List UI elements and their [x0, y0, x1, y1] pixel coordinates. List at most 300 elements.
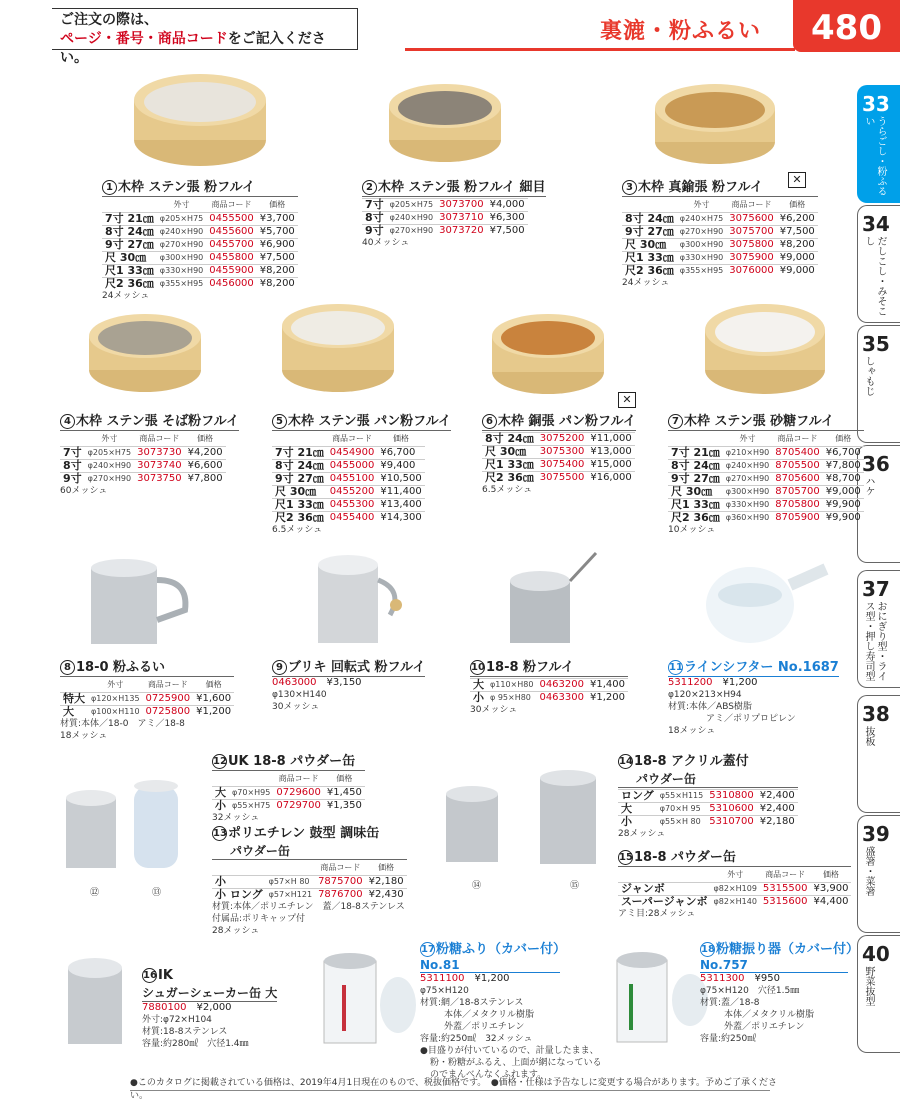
product-18-material-1: 材質:蓋／18-8 [700, 998, 760, 1008]
product-16-info [142, 1002, 277, 1014]
product-16-capacity: 容量:約280㎖ 穴径1.4㎜ [142, 1039, 249, 1049]
dimensions: φ270×H90 [677, 226, 726, 239]
tab-section-38[interactable] [857, 695, 900, 813]
size-label: 小 [618, 816, 657, 829]
product-13-accessory: 付属品:ポリキャップ付 [212, 914, 306, 924]
dimensions: φ330×H90 [723, 499, 772, 512]
product-6-note: 6.5メッシュ [482, 485, 533, 495]
product-14-number: 14 [619, 756, 633, 767]
price: ¥10,500 [377, 473, 424, 486]
product-code: 0454900 [327, 447, 378, 460]
product-9-title [272, 656, 425, 677]
tab-section-37[interactable] [857, 570, 900, 688]
dimensions: φ270×H90 [387, 225, 436, 238]
price: ¥1,200 [587, 692, 628, 705]
price: ¥7,800 [185, 473, 226, 486]
product-code: 3075700 [726, 226, 777, 239]
dimensions: φ120×H135 [88, 693, 143, 706]
product-17 [420, 938, 602, 1081]
image-label-15: ⑮ [570, 881, 580, 891]
sieve-image-5 [278, 300, 398, 400]
col-outer: 外寸 [107, 680, 124, 689]
size-label: 9寸 27㎝ [102, 239, 157, 252]
tab-number: 40 [862, 942, 890, 966]
product-11-title [668, 656, 839, 677]
product-4-title-text: 木枠 ステン張 そば粉フルイ [76, 414, 239, 429]
product-4-title [60, 410, 239, 431]
product-4 [60, 410, 239, 497]
table-row [668, 512, 864, 525]
footer-note-left: ●このカタログに掲載されている価格は、2019年4月1日現在のもので、税抜価格です。 [130, 1078, 482, 1088]
size-label: 小 [212, 876, 266, 889]
size-label: ジャンボ [618, 883, 710, 896]
tab-number: 36 [862, 452, 890, 476]
product-code: 0455800 [206, 252, 257, 265]
sieve-image-7 [700, 300, 830, 400]
product-1 [102, 176, 298, 302]
product-18-title [700, 938, 859, 958]
dimensions: φ355×H95 [677, 265, 726, 278]
price: ¥5,700 [257, 226, 298, 239]
size-label: 尺 30㎝ [622, 239, 677, 252]
product-12-table [212, 772, 365, 812]
table-row [60, 473, 226, 486]
product-code: 0455400 [327, 512, 378, 525]
dimensions: φ300×H90 [723, 486, 772, 499]
product-17-title-text: 粉糖ふり（カバー付） [436, 942, 567, 957]
product-8-title [60, 656, 234, 677]
price: ¥6,300 [487, 212, 528, 225]
product-6 [482, 410, 636, 496]
table-row [272, 512, 425, 525]
image-label-13: ⑬ [152, 888, 162, 898]
price: ¥1,400 [587, 679, 628, 692]
product-6-table [482, 432, 635, 484]
tab-label: 抜板 [863, 726, 874, 746]
size-label: 8寸 24㎝ [622, 213, 677, 226]
product-10-title-text: 18-8 粉フルイ [486, 660, 574, 675]
price: ¥9,900 [823, 499, 864, 512]
col-price: 価格 [336, 774, 353, 783]
size-label: 8寸 24㎝ [102, 226, 157, 239]
table-row [272, 499, 425, 512]
dimensions: φ110×H80 [487, 679, 536, 692]
price: ¥6,700 [823, 447, 864, 460]
product-code: 0729600 [273, 787, 324, 800]
product-9-info [272, 677, 425, 689]
product-9-dim: φ130×H140 [272, 690, 327, 700]
size-label: 8寸 [60, 460, 85, 473]
col-code: 商品コード [147, 680, 188, 689]
table-row [482, 459, 635, 472]
table-row [668, 486, 864, 499]
product-code: 0725900 [143, 693, 194, 706]
product-4-number: 4 [60, 414, 75, 429]
price: ¥7,500 [487, 225, 528, 238]
size-label: 9寸 27㎝ [622, 226, 677, 239]
size-label: 尺1 33㎝ [482, 459, 537, 472]
price: ¥13,400 [377, 499, 424, 512]
price: ¥2,400 [757, 790, 798, 803]
tab-label: 野菜抜型 [863, 966, 874, 1006]
product-7-note: 10メッシュ [668, 525, 716, 535]
product-18-capacity: 容量:約250㎖ [700, 1034, 757, 1044]
col-code: 商品コード [777, 434, 818, 443]
table-row [102, 252, 298, 265]
dimensions: φ300×H90 [157, 252, 206, 265]
dimensions: φ270×H90 [723, 473, 772, 486]
product-7-number: 7 [668, 414, 683, 429]
dimensions: φ205×H75 [157, 213, 206, 226]
product-17-model: No.81 [420, 958, 560, 973]
tab-section-33[interactable] [857, 85, 900, 203]
product-16-title-text: IK [158, 968, 173, 983]
product-4-table [60, 432, 226, 485]
tab-section-34[interactable] [857, 205, 900, 323]
price: ¥6,900 [257, 239, 298, 252]
size-label: 尺 30㎝ [102, 252, 157, 265]
dimensions: φ355×H95 [157, 278, 206, 291]
table-row [618, 896, 851, 909]
dimensions: φ360×H90 [723, 512, 772, 525]
product-18 [700, 938, 859, 1045]
product-8-title-text: 18-0 粉ふるい [76, 660, 166, 675]
product-11-price: ¥1,200 [722, 677, 758, 688]
table-row [482, 446, 635, 459]
table-row [362, 199, 528, 212]
product-10-table [470, 678, 628, 704]
line-sifter-image-11 [700, 555, 830, 655]
col-outer: 外寸 [727, 870, 744, 879]
product-17-title [420, 938, 602, 958]
product-10-number: 10 [471, 662, 485, 673]
size-label: 尺 30㎝ [482, 446, 537, 459]
product-code: 3075400 [537, 459, 588, 472]
product-1-note: 24メッシュ [102, 291, 150, 301]
header-rule [405, 48, 795, 51]
product-14-table [618, 789, 798, 828]
dimensions: φ70×H 95 [657, 803, 706, 816]
table-row [272, 486, 425, 499]
dimensions: φ300×H90 [677, 239, 726, 252]
col-outer: 外寸 [739, 434, 756, 443]
table-row [102, 226, 298, 239]
product-18-title-text: 粉糖振り器（カバー付） [716, 942, 860, 957]
product-13-note: 28メッシュ [212, 926, 260, 936]
product-11-number: 11 [669, 662, 683, 673]
product-17-dim: φ75×H120 [420, 986, 469, 996]
col-price: 価格 [205, 680, 222, 689]
table-row [102, 213, 298, 226]
table-row [618, 816, 798, 829]
product-11 [668, 656, 839, 737]
table-row [212, 787, 365, 800]
product-2-table [362, 198, 528, 237]
table-row [102, 278, 298, 291]
col-code: 商品コード [332, 434, 373, 443]
product-13-subtitle: パウダー缶 [212, 842, 407, 860]
col-code: 商品コード [278, 774, 319, 783]
sieve-image-2 [385, 80, 505, 170]
size-label: 7寸 [362, 199, 387, 212]
product-11-material-2: アミ／ポリプロピレン [706, 714, 796, 724]
product-code: 3075900 [726, 252, 777, 265]
col-price: 価格 [393, 434, 410, 443]
notice-rest-text: をご記入ください。 [60, 31, 326, 66]
size-label: 小 [212, 800, 229, 813]
price: ¥11,000 [587, 433, 634, 446]
product-13 [212, 822, 407, 937]
table-row [618, 803, 798, 816]
price: ¥4,400 [810, 896, 851, 909]
table-row [622, 226, 818, 239]
price: ¥11,400 [377, 486, 424, 499]
table-row [482, 433, 635, 446]
product-7-title-text: 木枠 ステン張 砂糖フルイ [684, 414, 834, 429]
size-label: 小 ロング [212, 889, 266, 902]
size-label: 大 [470, 679, 487, 692]
col-code: 商品コード [139, 434, 180, 443]
dimensions: φ240×H90 [85, 460, 134, 473]
price: ¥2,430 [366, 889, 407, 902]
product-1-number: 1 [102, 180, 117, 195]
product-11-material-1: 材質:本体／ABS樹脂 [668, 702, 752, 712]
col-price: 価格 [269, 200, 286, 209]
product-9 [272, 656, 425, 713]
product-code: 3075800 [726, 239, 777, 252]
size-label: 9寸 [60, 473, 85, 486]
sieve-image-1 [130, 70, 270, 170]
price: ¥4,200 [185, 447, 226, 460]
product-18-info [700, 973, 859, 985]
product-2-title [362, 176, 546, 197]
price: ¥15,000 [587, 459, 634, 472]
product-code: 5310600 [706, 803, 757, 816]
col-outer: 外寸 [693, 200, 710, 209]
product-11-code: 5311200 [668, 677, 713, 688]
tab-label: しゃもじ [863, 356, 874, 396]
discontinued-mark-icon: ✕ [788, 172, 806, 188]
table-row [622, 252, 818, 265]
size-label: 8寸 24㎝ [482, 433, 537, 446]
powder-shaker-image-18 [605, 940, 715, 1050]
product-code: 5315500 [760, 883, 811, 896]
dimensions: φ82×H109 [710, 883, 759, 896]
powder-cans-image-14-15 [440, 770, 610, 870]
product-code: 8705900 [772, 512, 823, 525]
product-code: 0455300 [327, 499, 378, 512]
product-5-number: 5 [272, 414, 287, 429]
footer-note-right: ●価格・仕様は予告なしに変更する場合があります。予めご了承ください。 [130, 1078, 777, 1101]
product-16-number: 16 [143, 970, 157, 981]
product-code: 3075500 [537, 472, 588, 485]
steel-strainer-image-10 [500, 545, 600, 655]
product-14-note: 28メッシュ [618, 829, 666, 839]
dimensions: φ240×H90 [387, 212, 436, 225]
product-14 [618, 750, 798, 840]
dimensions: φ55×H75 [229, 800, 273, 813]
size-label: 尺1 33㎝ [272, 499, 327, 512]
col-price: 価格 [197, 434, 214, 443]
dimensions: φ240×H90 [723, 460, 772, 473]
table-row [668, 447, 864, 460]
price: ¥9,900 [823, 512, 864, 525]
price: ¥3,900 [810, 883, 851, 896]
product-2 [362, 176, 546, 249]
product-7-title [668, 410, 864, 431]
product-18-code: 5311300 [700, 973, 745, 984]
size-label: 尺2 36㎝ [622, 265, 677, 278]
table-row [622, 239, 818, 252]
dimensions: φ70×H95 [229, 787, 273, 800]
product-9-number: 9 [272, 660, 287, 675]
product-3 [622, 176, 818, 289]
size-label: 大 [618, 803, 657, 816]
product-18-model: No.757 [700, 958, 848, 973]
product-17-material-3: 外蓋／ポリエチレン [444, 1022, 525, 1032]
product-code: 5310800 [706, 790, 757, 803]
tab-label: だしこし・みそこし [863, 236, 886, 316]
dimensions: φ55×H 80 [657, 816, 706, 829]
col-outer: 外寸 [173, 200, 190, 209]
size-label: 9寸 27㎝ [668, 473, 723, 486]
dimensions: φ57×H121 [266, 889, 315, 902]
product-17-capacity: 容量:約250㎖ 32メッシュ [420, 1034, 533, 1044]
product-8-table [60, 678, 234, 718]
price: ¥8,200 [257, 278, 298, 291]
table-row [60, 447, 226, 460]
dimensions: φ240×H90 [157, 226, 206, 239]
dimensions: φ330×H90 [157, 265, 206, 278]
tab-label: ハケ [863, 476, 874, 496]
product-code: 3073740 [134, 460, 185, 473]
product-1-title [102, 176, 298, 197]
size-label: 7寸 21㎝ [668, 447, 723, 460]
product-3-number: 3 [622, 180, 637, 195]
price: ¥6,600 [185, 460, 226, 473]
table-row [60, 706, 234, 719]
dimensions: φ270×H90 [157, 239, 206, 252]
col-price: 価格 [835, 434, 852, 443]
price: ¥1,350 [324, 800, 365, 813]
product-code: 3075200 [537, 433, 588, 446]
product-2-number: 2 [362, 180, 377, 195]
sugar-shaker-image-16 [62, 950, 132, 1050]
dimensions: φ55×H115 [657, 790, 706, 803]
product-12-note: 32メッシュ [212, 813, 260, 823]
product-code: 8705400 [772, 447, 823, 460]
product-11-dim: φ120×213×H94 [668, 690, 742, 700]
col-price: 価格 [789, 200, 806, 209]
product-code: 3073750 [134, 473, 185, 486]
size-label: 9寸 27㎝ [272, 473, 327, 486]
product-code: 0455900 [206, 265, 257, 278]
product-5-table [272, 432, 425, 524]
product-16-subtitle: シュガーシェーカー缶 大 [142, 986, 278, 1000]
price: ¥2,180 [757, 816, 798, 829]
sieve-image-4 [85, 310, 205, 400]
product-10-note: 30メッシュ [470, 705, 518, 715]
col-code: 商品コード [765, 870, 806, 879]
size-label: 尺1 33㎝ [668, 499, 723, 512]
product-code: 0456000 [206, 278, 257, 291]
product-16-code: 7880100 [142, 1002, 187, 1013]
table-row [618, 883, 851, 896]
size-label: 7寸 21㎝ [272, 447, 327, 460]
product-code: 0455700 [206, 239, 257, 252]
product-12-number: 12 [213, 756, 227, 767]
dimensions: φ205×H75 [85, 447, 134, 460]
product-5-title-text: 木枠 ステン張 パン粉フルイ [288, 414, 451, 429]
tab-label: おにぎり型・ライス型・押し寿司型 [863, 601, 886, 681]
tab-label: うらごし・粉ふるい [863, 116, 886, 196]
size-label: 7寸 [60, 447, 85, 460]
order-notice [52, 8, 358, 66]
dimensions: φ100×H110 [88, 706, 143, 719]
price: ¥8,200 [257, 265, 298, 278]
table-row [668, 499, 864, 512]
table-row [622, 213, 818, 226]
product-11-title-text: ラインシフター [684, 660, 774, 675]
category-title: 裏漉・粉ふるい [600, 19, 762, 44]
tab-number: 33 [862, 92, 890, 116]
tab-number: 37 [862, 577, 890, 601]
product-15-title-text: 18-8 パウダー缶 [634, 850, 736, 865]
tab-section-39[interactable] [857, 815, 900, 933]
price: ¥8,200 [777, 239, 818, 252]
sieve-image-6 [488, 310, 608, 400]
product-5 [272, 410, 451, 536]
product-8 [60, 656, 234, 742]
product-code: 3073730 [134, 447, 185, 460]
size-label: 9寸 [362, 225, 387, 238]
product-code: 3073710 [436, 212, 487, 225]
price: ¥7,500 [777, 226, 818, 239]
product-18-dim: φ75×H120 穴径1.5㎜ [700, 986, 800, 996]
product-code: 7876700 [315, 889, 366, 902]
table-row [618, 790, 798, 803]
product-17-price: ¥1,200 [474, 973, 510, 984]
product-13-title-text: ポリエチレン 鼓型 調味缶 [228, 826, 380, 841]
size-label: 特大 [60, 693, 88, 706]
product-3-note: 24メッシュ [622, 278, 670, 288]
product-code: 5310700 [706, 816, 757, 829]
price: ¥14,300 [377, 512, 424, 525]
product-17-number: 17 [421, 944, 435, 955]
tab-number: 39 [862, 822, 890, 846]
table-row [212, 889, 407, 902]
dimensions: φ82×H140 [710, 896, 759, 909]
product-10 [470, 656, 628, 716]
product-18-price: ¥950 [754, 973, 780, 984]
tab-section-40[interactable] [857, 935, 900, 1053]
product-17-desc-3: のでまんべんなくふれます。 [430, 1070, 547, 1080]
price: ¥6,200 [777, 213, 818, 226]
size-label: 尺2 36㎝ [102, 278, 157, 291]
size-label: ロング [618, 790, 657, 803]
product-13-table [212, 861, 407, 901]
product-17-desc-1: ●目盛りが付いているので、計量したまま、 [420, 1046, 599, 1056]
product-code: 3073700 [436, 199, 487, 212]
product-code: 7875700 [315, 876, 366, 889]
product-3-table [622, 198, 818, 277]
product-9-title-text: ブリキ 回転式 粉フルイ [288, 660, 426, 675]
product-6-title [482, 410, 636, 431]
product-15-number: 15 [619, 852, 633, 863]
dimensions: φ210×H90 [723, 447, 772, 460]
product-code: 3075600 [726, 213, 777, 226]
table-row [212, 876, 407, 889]
